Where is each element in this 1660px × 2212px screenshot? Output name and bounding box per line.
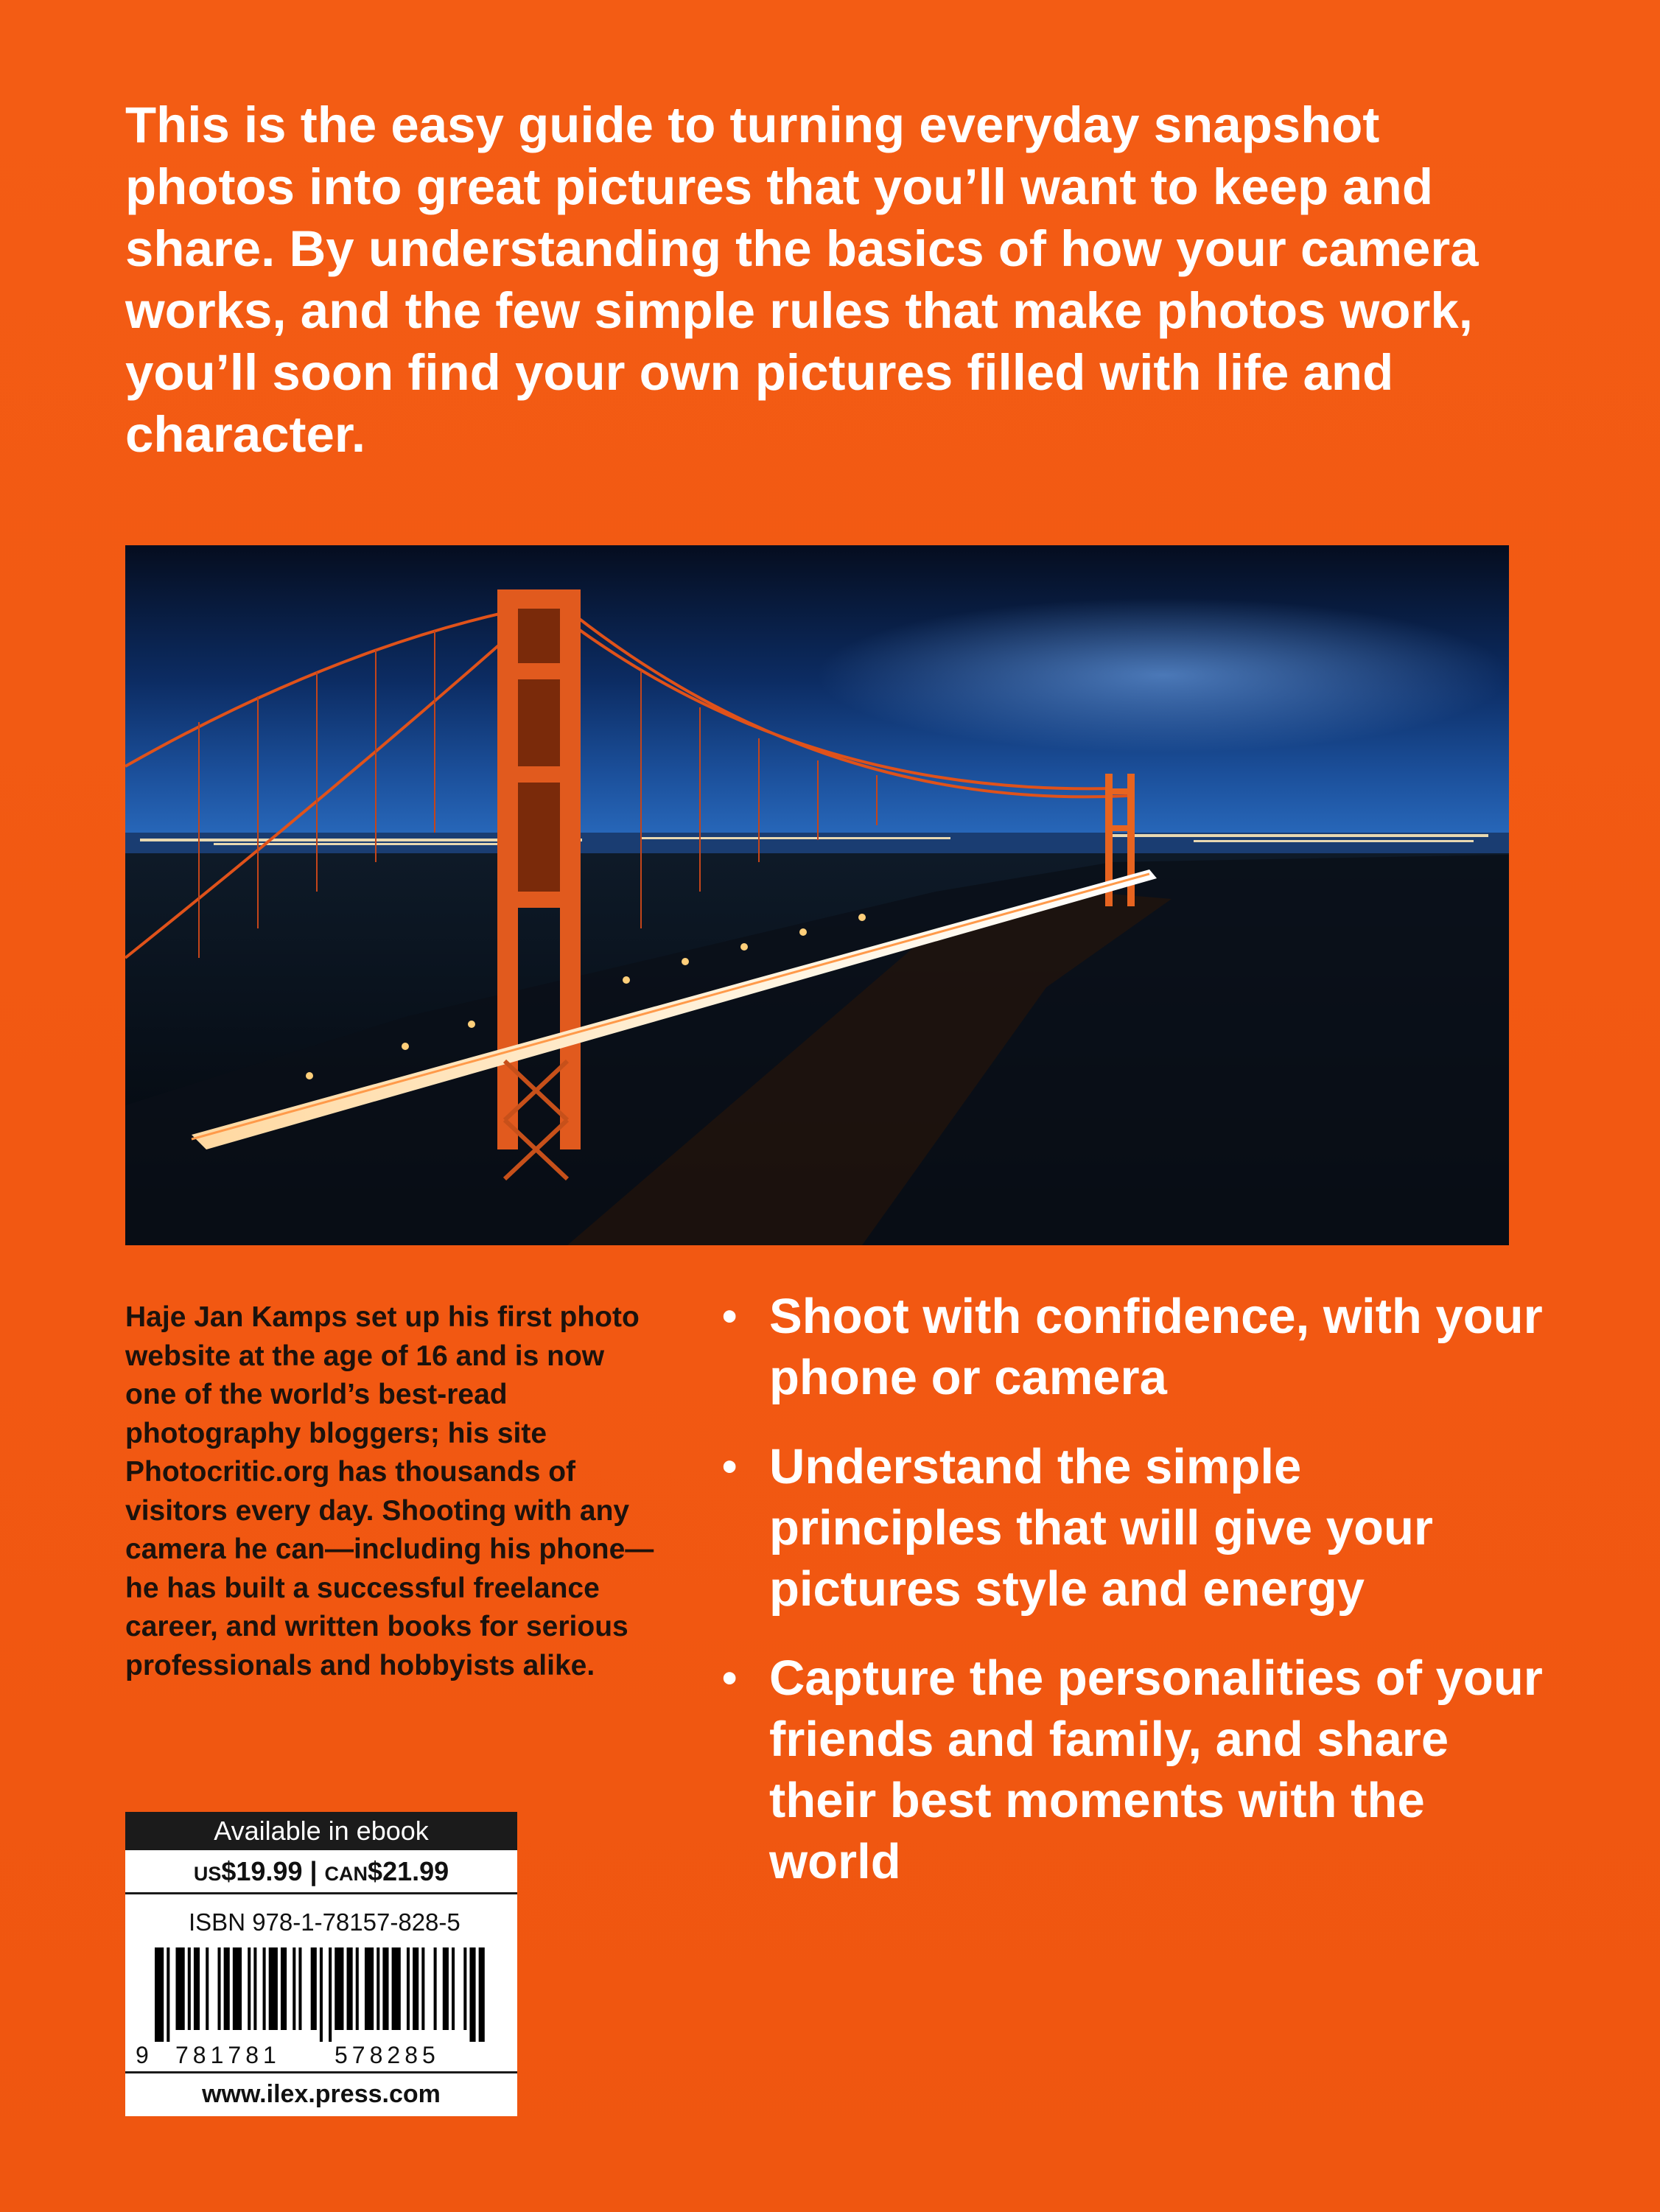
barcode-bar (329, 1947, 332, 2042)
feature-bullet (722, 1436, 1547, 1620)
us-price: $19.99 (221, 1856, 303, 1886)
barcode-bar (434, 1947, 437, 2030)
publisher-url: www.ilex.press.com (125, 2071, 517, 2116)
barcode-digits (125, 2042, 517, 2071)
barcode-bar (233, 1947, 242, 2030)
author-bio: Haje Jan Kamps set up his first photo website at the age of 16 and is now one of the world’s best-read photography bloggers; his site Photocritic.org has thousands of visitors every day. Shooting with any camera he can—including his phone—he has built a successful freelance career, and written books for serious professionals and hobbyists alike. (125, 1301, 654, 1681)
barcode-bar (320, 1947, 323, 2042)
can-price: $21.99 (368, 1856, 449, 1886)
barcode-bar (377, 1947, 379, 2030)
barcode-bar (335, 1947, 343, 2030)
bullet-text: Understand the simple principles that will give your pictures style and energy (769, 1439, 1433, 1617)
barcode-bar (194, 1947, 200, 2030)
barcode-bar (217, 1947, 220, 2030)
barcode-bar (407, 1947, 410, 2030)
us-prefix: US (193, 1863, 222, 1885)
barcode-left-digits: 781781 (175, 2042, 281, 2068)
barcode-right-digits: 578285 (335, 2042, 440, 2068)
barcode-bar (188, 1947, 191, 2030)
barcode-bar (413, 1947, 418, 2030)
price-row (125, 1850, 517, 1894)
barcode-bar (365, 1947, 374, 2030)
barcode-bar (167, 1947, 169, 2042)
barcode-bar (206, 1947, 209, 2030)
barcode-bar (356, 1947, 359, 2030)
barcode-bar (311, 1947, 317, 2030)
price-separator: | (302, 1856, 325, 1886)
intro-blurb: This is the easy guide to turning everyday snapshot photos into great pictures that you’ll want to keep and share. By understanding the basics of how your camera works, and the few simple rules that make photos work, you’ll soon find your own pictures filled with life and character. (125, 97, 1479, 463)
barcode-bar (175, 1947, 184, 2030)
bridge-night-image (125, 545, 1509, 1245)
bullet-dot-icon: • (722, 1292, 738, 1340)
ebook-availability-label: Available in ebook (125, 1812, 517, 1850)
bullet-dot-icon: • (722, 1654, 738, 1702)
barcode-bar (452, 1947, 455, 2030)
bullet-text: Shoot with confidence, with your phone or camera (769, 1289, 1543, 1405)
barcode-lead-digit: 9 (136, 2042, 149, 2068)
feature-bullets (722, 1286, 1547, 1920)
barcode-bar (382, 1947, 388, 2030)
barcode-bar (347, 1947, 353, 2030)
barcode-bar (155, 1947, 164, 2042)
barcode-bar (421, 1947, 424, 2030)
barcode-bar (263, 1947, 266, 2030)
golden-gate-bridge-photo (125, 545, 1509, 1245)
barcode-bar (224, 1947, 230, 2030)
isbn-barcode-icon (155, 1947, 494, 2042)
barcode-bar (281, 1947, 287, 2030)
barcode-bar (392, 1947, 401, 2030)
barcode-bar (298, 1947, 301, 2030)
barcode-bar (293, 1947, 295, 2030)
barcode-bar (253, 1947, 256, 2030)
can-prefix: CAN (324, 1863, 368, 1885)
barcode-bar (443, 1947, 449, 2030)
feature-bullet (722, 1648, 1547, 1892)
isbn-number: ISBN 978-1-78157-828-5 (189, 1908, 460, 1936)
bullet-text: Capture the personalities of your friends and family, and share their best moments with the world (769, 1651, 1543, 1889)
barcode-bar (248, 1947, 251, 2030)
barcode-bar (479, 1947, 485, 2042)
feature-bullet (722, 1286, 1547, 1408)
price-barcode-box (125, 1812, 517, 2116)
bullet-dot-icon: • (722, 1443, 738, 1491)
barcode-bar (469, 1947, 475, 2042)
barcode-bar (269, 1947, 278, 2030)
barcode-bar (463, 1947, 466, 2030)
